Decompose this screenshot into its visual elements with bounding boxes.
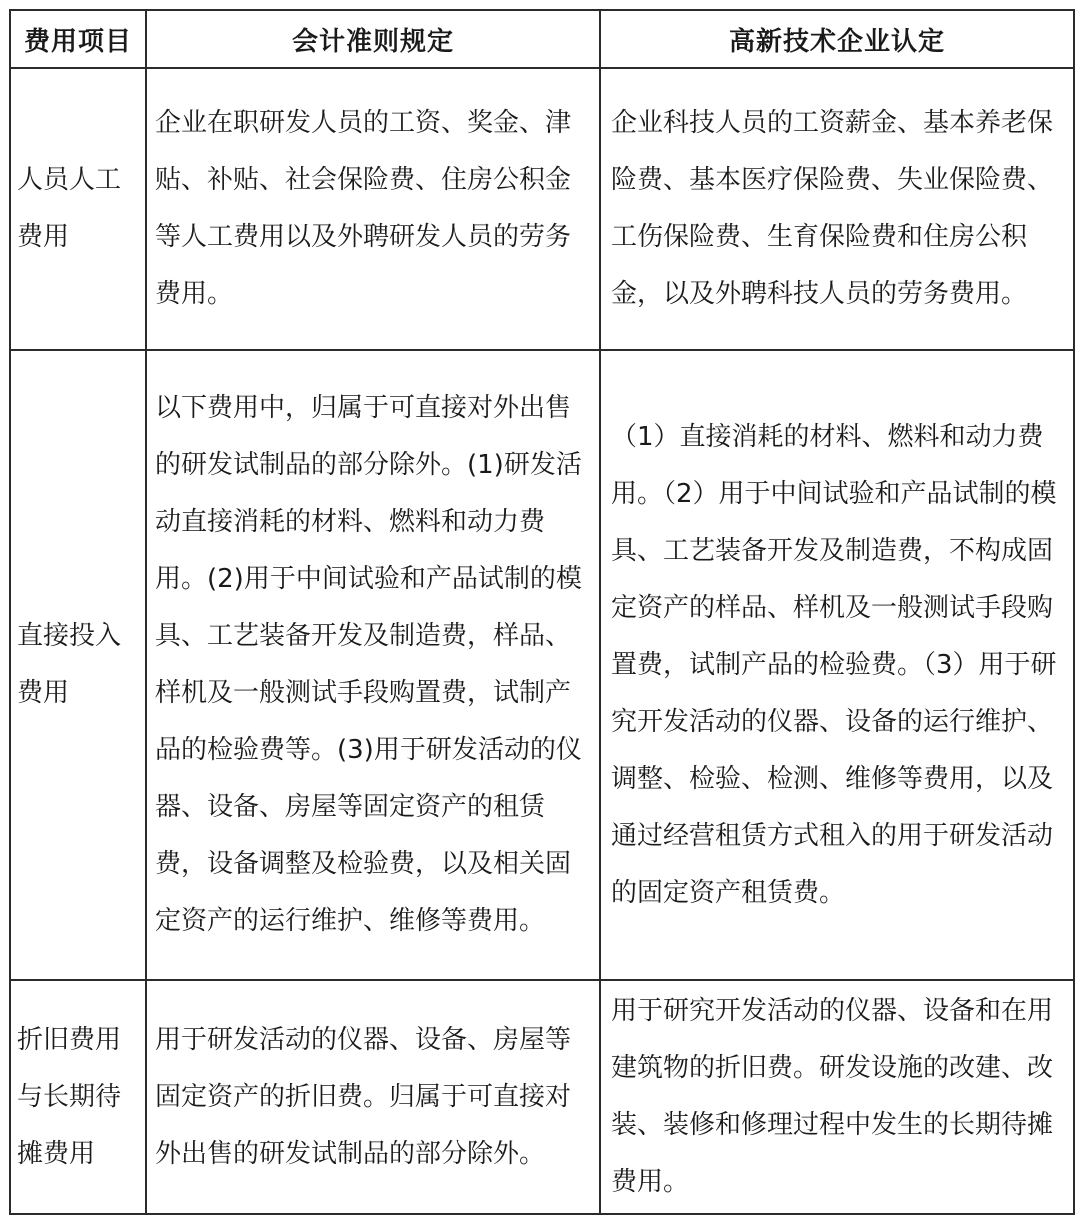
table-container [9, 9, 1073, 1213]
hightech-text: 用于研究开发活动的仪器、设备和在用建筑物的折旧费。研发设施的改建、改装、装修和修理过程中发生的长期待摊费用。 [611, 996, 1054, 1197]
accounting-text: 企业在职研发人员的工资、奖金、津贴、补贴、社会保险费、住房公积金等人工费用以及外聘研发人员的劳务费用。 [155, 108, 572, 309]
header-expense-item: 费用项目 [10, 10, 146, 68]
header-accounting-standard: 会计准则规定 [146, 10, 600, 68]
accounting-text: 以下费用中，归属于可直接对外出售的研发试制品的部分除外。(1)研发活动直接消耗的材料、燃料和动力费用。(2)用于中间试验和产品试制的模具、工艺装备开发及制造费，样品、样机及一般测试手段购置费，试制产品的检验费等。(3)用于研发活动的仪器、设备、房屋等固定资产的租赁费，设备调整及检验费，以及相关固定资产的运行维护、维修等费用。 [155, 393, 582, 936]
category-label: 折旧费用与长期待摊费用 [17, 1024, 122, 1169]
header-hightech-certification: 高新技术企业认定 [600, 10, 1074, 68]
hightech-cell [600, 980, 1074, 1214]
category-label: 人员人工费用 [17, 165, 122, 252]
category-cell [10, 68, 146, 350]
category-cell [10, 350, 146, 980]
expense-comparison-table [9, 9, 1075, 1215]
table-row [10, 68, 1074, 350]
hightech-cell [600, 68, 1074, 350]
accounting-text: 用于研发活动的仪器、设备、房屋等固定资产的折旧费。归属于可直接对外出售的研发试制品的部分除外。 [155, 1024, 572, 1169]
hightech-text: 企业科技人员的工资薪金、基本养老保险费、基本医疗保险费、失业保险费、工伤保险费、生育保险费和住房公积金，以及外聘科技人员的劳务费用。 [611, 108, 1054, 309]
category-label: 直接投入费用 [17, 621, 122, 708]
accounting-cell [146, 350, 600, 980]
category-cell [10, 980, 146, 1214]
table-row [10, 980, 1074, 1214]
hightech-text: （1）直接消耗的材料、燃料和动力费用。（2）用于中间试验和产品试制的模具、工艺装备开发及制造费，不构成固定资产的样品、样机及一般测试手段购置费，试制产品的检验费。（3）用于研究开发活动的仪器、设备的运行维护、调整、检验、检测、维修等费用，以及通过经营租赁方式租入的用于研发活动的固定资产租赁费。 [611, 421, 1057, 908]
accounting-cell [146, 980, 600, 1214]
table-row [10, 350, 1074, 980]
table-header-row [10, 10, 1074, 68]
hightech-cell [600, 350, 1074, 980]
accounting-cell [146, 68, 600, 350]
